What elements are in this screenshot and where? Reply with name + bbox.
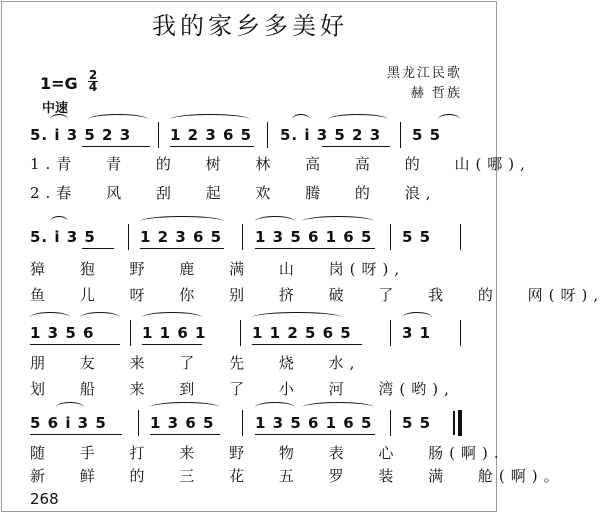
lyric-line: 1.青 青 的 树 林 高 高 的 山(哪),	[30, 155, 531, 173]
measure: 1 1 2 5 6 5	[252, 324, 352, 342]
lyric-line: 2.春 风 刮 起 欢 腾 的 浪,	[30, 184, 437, 202]
time-signature	[88, 70, 98, 93]
notation-row-2	[30, 222, 470, 252]
measure: 1 3 5 6 1 6 5	[255, 228, 373, 246]
song-title: 我的家乡多美好	[152, 12, 348, 40]
lyric-line: 新 鲜 的 三 花 五 罗 装 满 舱(啊)。	[30, 467, 565, 485]
measure: 1 3 6 5	[150, 414, 215, 432]
measure: 3 1	[402, 324, 432, 342]
time-signature-top: 2	[88, 68, 98, 82]
key-signature: 1=G	[40, 74, 78, 93]
tempo-marking: 中速	[42, 101, 69, 116]
measure: 5 5	[412, 126, 442, 144]
lyric-line: 鱼 儿 呀 你 别 挤 破 了 我 的 网(呀),	[30, 286, 604, 304]
lyric-line: 獐 狍 野 鹿 满 山 岗(呀),	[30, 260, 406, 278]
measure: 5. i 3 5 2 3	[30, 126, 132, 144]
lyric-line: 朋 友 来 了 先 烧 水,	[30, 354, 361, 372]
notation-row-4	[30, 408, 470, 438]
lyric-line: 随 手 打 来 野 物 表 心 肠(啊).	[30, 444, 505, 462]
measure: 1 2 3 6 5	[140, 228, 223, 246]
measure: 1 2 3 6 5	[170, 126, 253, 144]
notation-row-1	[30, 120, 470, 150]
measure: 5. i 3 5	[30, 228, 96, 246]
notation-row-3	[30, 318, 470, 348]
time-signature-bottom: 4	[88, 80, 98, 94]
measure: 1 1 6 1	[142, 324, 207, 342]
song-arranger: 赫 哲族	[410, 86, 462, 101]
measure: 5 6 i 3 5	[30, 414, 107, 432]
lyric-line: 划 船 来 到 了 小 河 湾(哟),	[30, 380, 455, 398]
measure: 5 5	[402, 414, 432, 432]
measure: 5. i 3 5 2 3	[280, 126, 382, 144]
measure: 1 3 5 6	[30, 324, 95, 342]
measure: 5 5	[402, 228, 432, 246]
measure: 1 3 5 6 1 6 5	[255, 414, 373, 432]
page-number: 268	[30, 490, 59, 508]
song-origin: 黑龙江民歌	[386, 66, 462, 81]
